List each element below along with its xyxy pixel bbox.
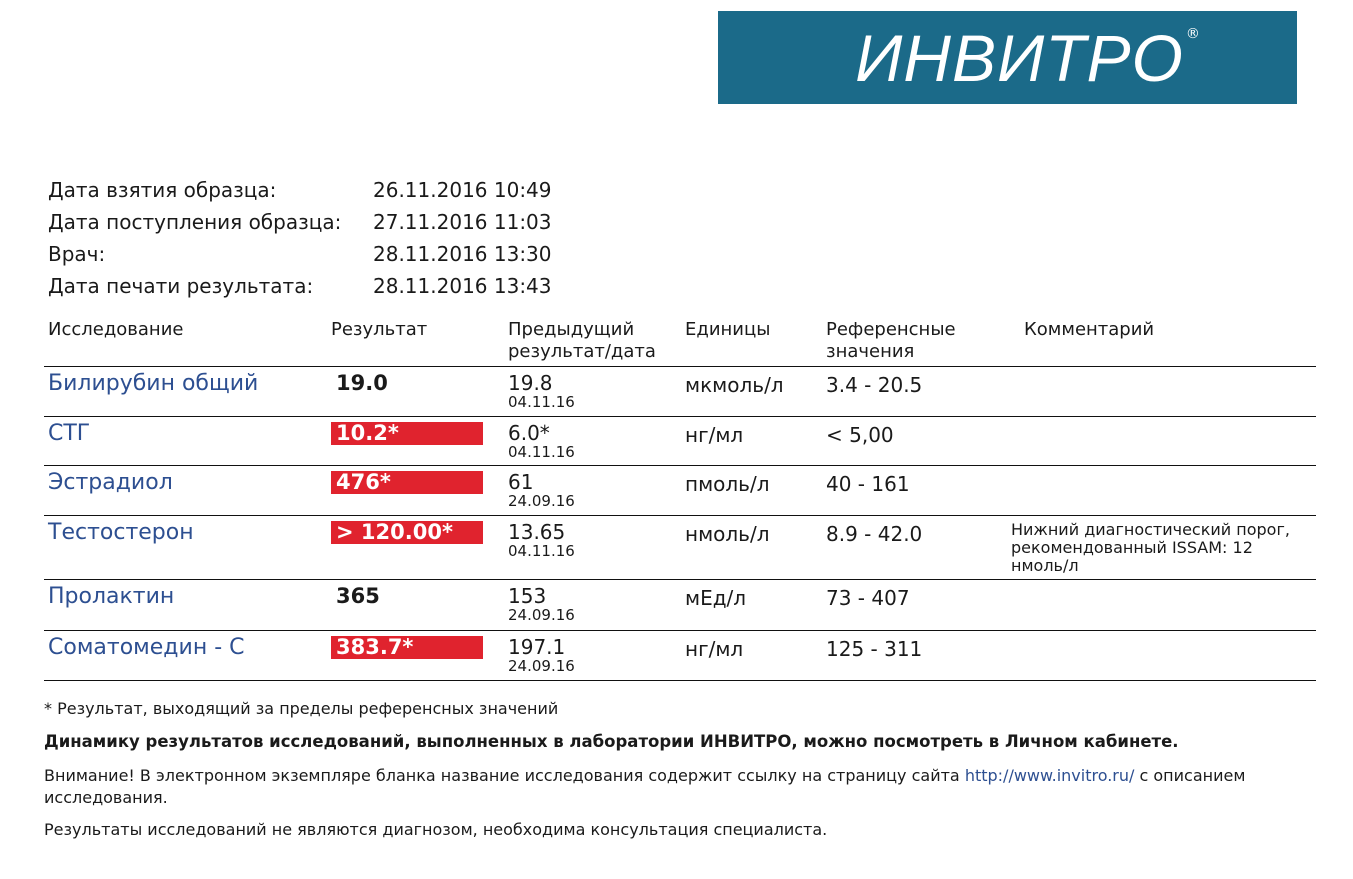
result-value: 365	[336, 584, 380, 608]
previous-result	[508, 521, 575, 560]
info-value: 28.11.2016 13:43	[373, 274, 552, 298]
previous-result	[508, 471, 575, 510]
study-link[interactable]: Билирубин общий	[48, 371, 259, 396]
previous-result	[508, 422, 575, 461]
previous-result	[508, 585, 575, 624]
header-previous: Предыдущий результат/дата	[508, 319, 656, 362]
reference-range: 40 - 161	[826, 472, 910, 496]
reference-range: 3.4 - 20.5	[826, 373, 923, 397]
info-row	[48, 206, 552, 238]
header-result: Результат	[331, 319, 428, 340]
previous-date: 04.11.16	[508, 541, 575, 560]
previous-value: 13.65	[508, 519, 566, 544]
reference-range: 73 - 407	[826, 586, 910, 610]
study-link[interactable]: Тестостерон	[48, 519, 194, 545]
previous-date: 04.11.16	[508, 393, 575, 411]
reference-range: 8.9 - 42.0	[826, 521, 923, 546]
result-value: 19.0	[336, 371, 388, 395]
dynamics-note: Динамику результатов исследований, выполненных в лаборатории ИНВИТРО, можно посмотреть в Личном кабинете.	[44, 732, 1179, 751]
units: нг/мл	[685, 636, 744, 661]
attention-text-end: с описанием исследования.	[44, 766, 1246, 807]
study-link[interactable]: СТГ	[48, 420, 91, 446]
table-row	[44, 417, 1316, 467]
result-out-of-range: 476*	[331, 471, 483, 494]
info-value: 26.11.2016 10:49	[373, 178, 552, 202]
header-study: Исследование	[48, 319, 184, 340]
invitro-link[interactable]: http://www.invitro.ru/	[964, 766, 1135, 785]
table-row	[44, 516, 1316, 581]
previous-value: 61	[508, 470, 534, 494]
logo-text: ИНВИТРО	[855, 20, 1184, 95]
attention-note	[44, 765, 1284, 809]
info-label: Дата поступления образца:	[48, 210, 342, 234]
study-link[interactable]: Эстрадиол	[48, 470, 173, 495]
study-link[interactable]: Соматомедин - С	[48, 634, 245, 660]
study-link[interactable]: Пролактин	[48, 584, 175, 609]
info-label: Врач:	[48, 242, 106, 266]
reference-range: < 5,00	[826, 422, 894, 447]
info-row	[48, 270, 552, 302]
table-row	[44, 631, 1316, 682]
units: нмоль/л	[685, 521, 770, 546]
info-value: 27.11.2016 11:03	[373, 210, 552, 234]
results-table	[44, 316, 1316, 681]
info-label: Дата взятия образца:	[48, 178, 277, 202]
previous-value: 6.0*	[508, 420, 550, 445]
previous-result	[508, 636, 575, 675]
info-row	[48, 238, 552, 270]
table-header	[44, 316, 1316, 367]
previous-value: 153	[508, 584, 547, 608]
units: нг/мл	[685, 422, 744, 447]
units: мкмоль/л	[685, 373, 784, 397]
units: мЕд/л	[685, 586, 747, 610]
table-row	[44, 466, 1316, 516]
invitro-logo	[718, 11, 1297, 104]
header-units: Единицы	[685, 319, 771, 340]
disclaimer: Результаты исследований не являются диагнозом, необходима консультация специалиста.	[44, 820, 828, 839]
attention-text: Внимание! В электронном экземпляре бланка название исследования содержит ссылку на страницу сайта	[44, 766, 965, 785]
result-out-of-range: 10.2*	[331, 422, 483, 445]
result-out-of-range: > 120.00*	[331, 521, 483, 544]
previous-date: 24.09.16	[508, 656, 575, 675]
previous-date: 04.11.16	[508, 442, 575, 461]
footnote: * Результат, выходящий за пределы референсных значений	[44, 699, 559, 718]
registered-mark: ®	[1185, 25, 1200, 42]
previous-value: 197.1	[508, 634, 566, 659]
units: пмоль/л	[685, 472, 770, 496]
info-label: Дата печати результата:	[48, 274, 314, 298]
info-value: 28.11.2016 13:30	[373, 242, 552, 266]
previous-value: 19.8	[508, 371, 553, 395]
info-row	[48, 174, 552, 206]
previous-date: 24.09.16	[508, 606, 575, 624]
result-out-of-range: 383.7*	[331, 636, 483, 659]
sample-info	[48, 174, 552, 302]
header-comment: Комментарий	[1024, 319, 1155, 340]
table-row	[44, 367, 1316, 417]
header-reference: Референсные значения	[826, 319, 956, 362]
previous-date: 24.09.16	[508, 492, 575, 510]
reference-range: 125 - 311	[826, 636, 923, 661]
previous-result	[508, 372, 575, 411]
table-row	[44, 580, 1316, 631]
comment: Нижний диагностический порог, рекомендованный ISSAM: 12 нмоль/л	[1011, 519, 1290, 575]
